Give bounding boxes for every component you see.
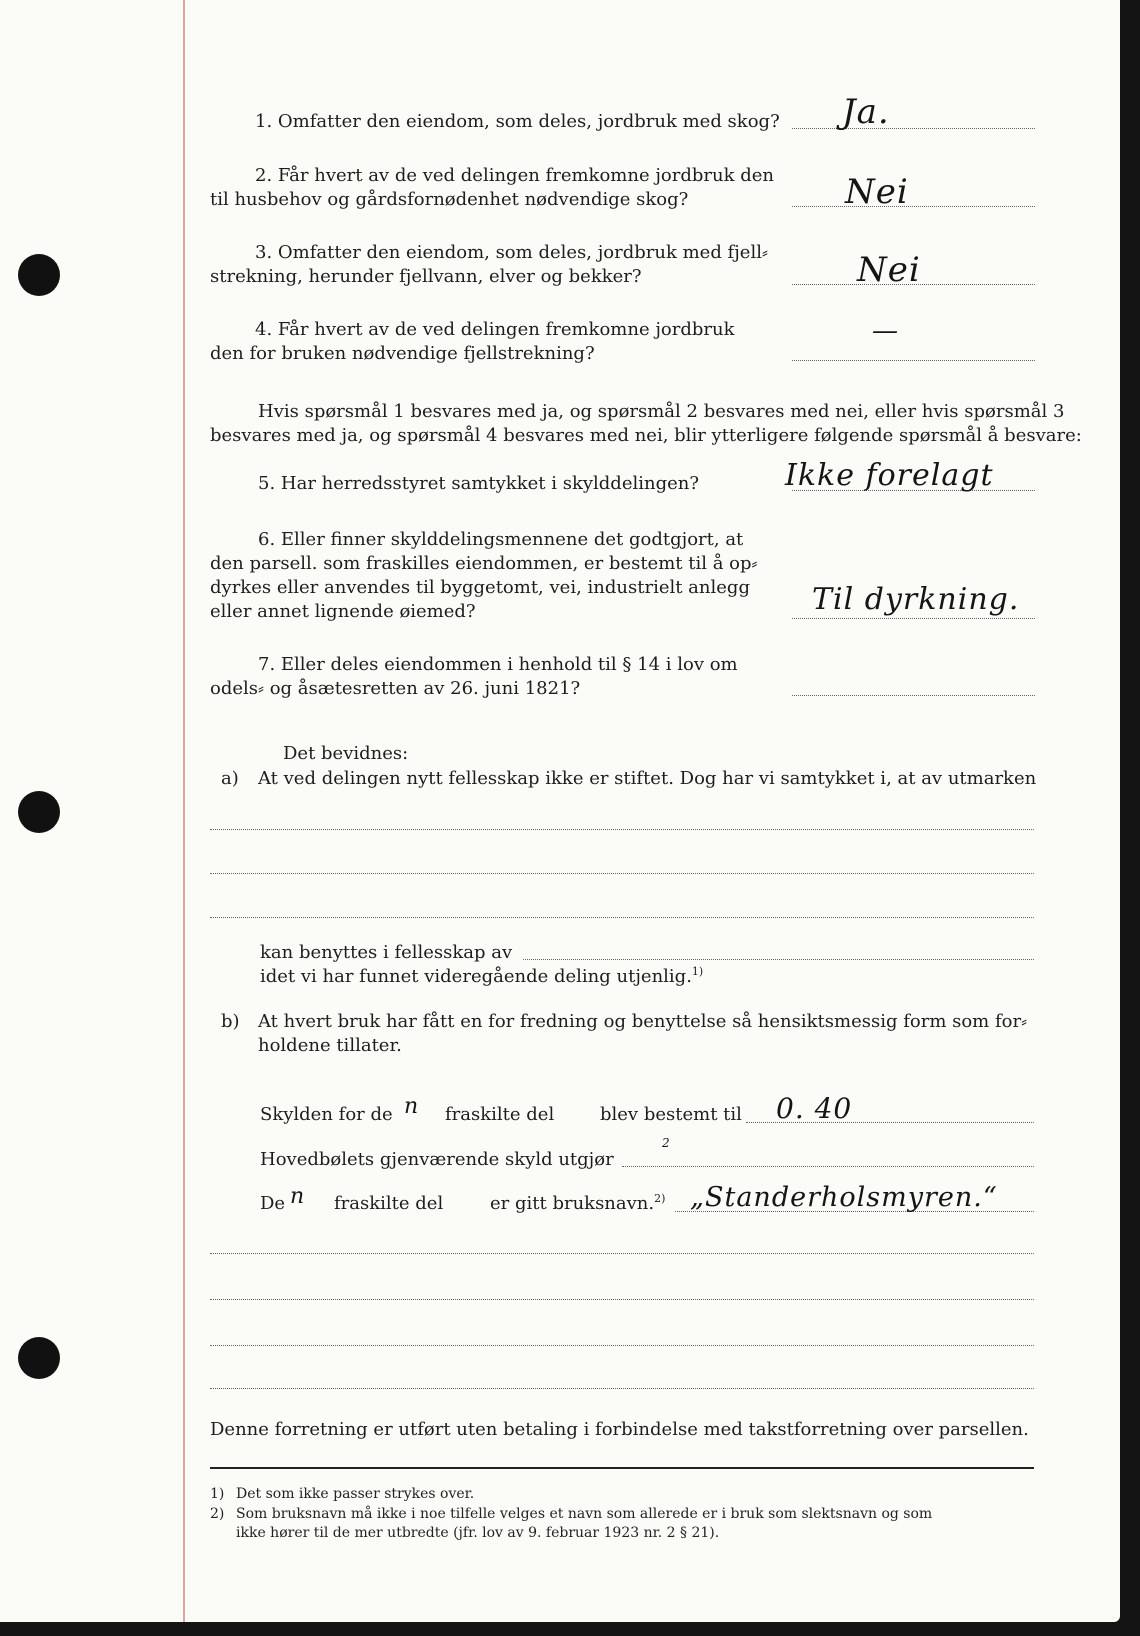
answer-1-handwritten: Ja. <box>842 92 890 132</box>
blank-line <box>210 1253 1034 1254</box>
answer-6-line <box>792 618 1035 619</box>
hovedbol-mark-handwritten: 2 <box>662 1136 671 1150</box>
footnote-ref-2: 2) <box>654 1192 666 1205</box>
skyld-mid: fraskilte del <box>445 1104 555 1125</box>
answer-6-handwritten: Til dyrkning. <box>812 582 1020 617</box>
hovedbol-line <box>622 1166 1034 1167</box>
footnote-1-text: Det som ikke passer strykes over. <box>236 1486 475 1502</box>
footnote-divider <box>210 1467 1034 1469</box>
answer-4-line <box>792 360 1035 361</box>
question-6-text: eller annet lignende øiemed? <box>210 601 476 622</box>
red-margin-line <box>183 0 185 1622</box>
question-6-text: dyrkes eller anvendes til byggetomt, vei, industrielt anlegg <box>210 577 750 598</box>
instruction-text: besvares med ja, og spørsmål 4 besvares med nei, blir ytterligere følgende spørsmål å besvare: <box>210 425 1082 446</box>
answer-1-line <box>792 128 1035 129</box>
item-a-text: At ved delingen nytt fellesskap ikke er stiftet. Dog har vi samtykket i, at av utmarken <box>258 768 1037 789</box>
question-2-text: 2. Får hvert av de ved delingen fremkomne jordbruk den <box>255 165 774 186</box>
bruksnavn-prefix: De <box>260 1193 286 1214</box>
item-b-text: holdene tillater. <box>258 1035 402 1056</box>
bruksnavn-suffix: er gitt bruksnavn.$^{2)}$ <box>490 1192 666 1214</box>
question-2-text: til husbehov og gårdsfornødenhet nødvendige skog? <box>210 189 689 210</box>
footnote-2-mark: 2) <box>210 1506 225 1522</box>
skyld-mark-handwritten: n <box>404 1094 420 1119</box>
closing-statement: Denne forretning er utført uten betaling i forbindelse med takstforretning over parsellen. <box>210 1419 1029 1440</box>
skyld-value-handwritten: 0. 40 <box>776 1092 853 1125</box>
bruksnavn-mark-handwritten: n <box>290 1184 306 1209</box>
declaration-heading: Det bevidnes: <box>283 743 409 764</box>
question-4-text: 4. Får hvert av de ved delingen fremkomne jordbruk <box>255 319 735 340</box>
answer-5-handwritten: Ikke forelagt <box>785 458 994 493</box>
question-7-text: odels⸗ og åsætesretten av 26. juni 1821? <box>210 678 581 699</box>
question-3-text: 3. Omfatter den eiendom, som deles, jordbruk med fjell⸗ <box>255 242 768 263</box>
question-4-text: den for bruken nødvendige fjellstrekning? <box>210 343 595 364</box>
footnote-1-mark: 1) <box>210 1486 225 1502</box>
punch-hole-icon <box>18 254 60 296</box>
item-a-shared-text: kan benyttes i fellesskap av <box>260 942 513 963</box>
footnote-2-text: Som bruksnavn må ikke i noe tilfelle velges et navn som allerede er i bruk som slektsnavn og som <box>236 1506 933 1522</box>
footnote-2-text: ikke hører til de mer utbredte (jfr. lov av 9. februar 1923 nr. 2 § 21). <box>236 1525 720 1541</box>
footnote-ref-1: 1) <box>691 965 704 978</box>
bruksnavn-handwritten: „Standerholsmyren.“ <box>690 1182 998 1213</box>
answer-4-handwritten: — <box>872 316 899 346</box>
hovedbol-label: Hovedbølets gjenværende skyld utgjør <box>260 1149 614 1170</box>
skyld-suffix: blev bestemt til <box>600 1104 742 1125</box>
answer-3-handwritten: Nei <box>857 250 921 290</box>
answer-2-handwritten: Nei <box>845 172 909 212</box>
shared-by-line <box>523 959 1034 960</box>
skyld-prefix: Skylden for de <box>260 1104 393 1125</box>
item-a-label: a) <box>221 768 239 789</box>
answer-7-line <box>792 695 1035 696</box>
bruksnavn-mid: fraskilte del <box>334 1193 444 1214</box>
punch-hole-icon <box>18 1337 60 1379</box>
blank-line <box>210 1345 1034 1346</box>
item-a-conclusion: idet vi har funnet videregående deling utjenlig.$^{1)}$ <box>260 965 704 987</box>
instruction-text: Hvis spørsmål 1 besvares med ja, og spørsmål 2 besvares med nei, eller hvis spørsmål 3 <box>258 401 1065 422</box>
item-b-label: b) <box>221 1011 240 1032</box>
question-6-text: den parsell. som fraskilles eiendommen, er bestemt til å op⸗ <box>210 553 758 574</box>
question-5-text: 5. Har herredsstyret samtykket i skylddelingen? <box>258 473 699 494</box>
answer-2-line <box>792 206 1035 207</box>
blank-line <box>210 873 1034 874</box>
blank-line <box>210 917 1034 918</box>
item-b-text: At hvert bruk har fått en for fredning og benyttelse så hensiktsmessig form som for⸗ <box>258 1011 1028 1032</box>
blank-line <box>210 1388 1034 1389</box>
blank-line <box>210 829 1034 830</box>
question-1-text: 1. Omfatter den eiendom, som deles, jordbruk med skog? <box>255 111 780 132</box>
question-7-text: 7. Eller deles eiendommen i henhold til § 14 i lov om <box>258 654 738 675</box>
blank-line <box>210 1299 1034 1300</box>
punch-hole-icon <box>18 791 60 833</box>
question-6-text: 6. Eller finner skylddelingsmennene det godtgjort, at <box>258 529 744 550</box>
question-3-text: strekning, herunder fjellvann, elver og bekker? <box>210 266 642 287</box>
